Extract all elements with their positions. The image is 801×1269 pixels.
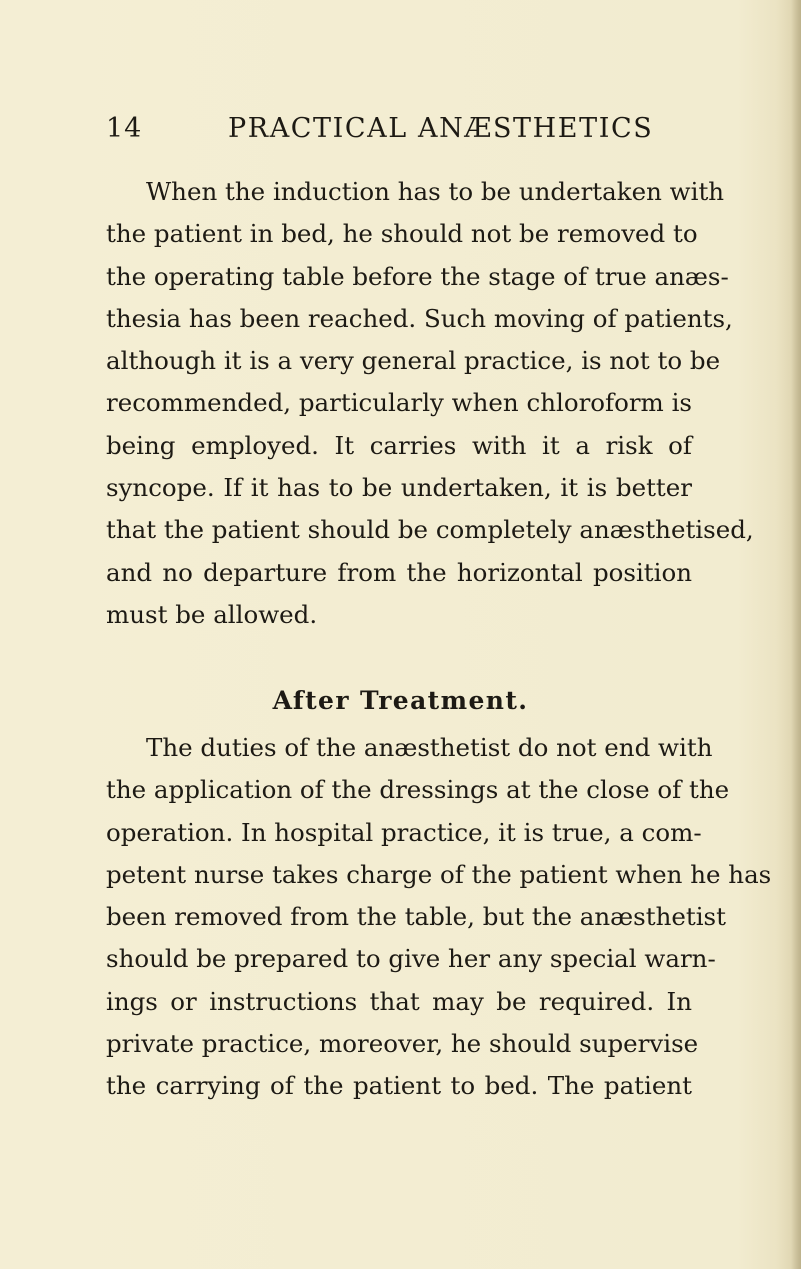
paragraph-line: the application of the dressings at the close of the [106,775,730,805]
paragraph-line: syncope. If it has to be undertaken, it is better [106,473,692,503]
paragraph-line: the operating table before the stage of true anæs- [106,261,729,291]
paragraph-line: the carrying of the patient to bed. The patient [106,1071,692,1101]
running-head [0,113,801,153]
paragraph-line: should be prepared to give her any special warn- [106,944,716,974]
page-edge-shadow [791,0,801,1269]
paragraph-line: thesia has been reached. Such moving of patients, [106,303,733,333]
paragraph-line: petent nurse takes charge of the patient when he has [106,859,772,889]
paragraph-line: and no departure from the horizontal position [106,557,692,587]
running-title: PRACTICAL ANÆSTHETICS [228,113,654,144]
paragraph-line: private practice, moreover, he should supervise [106,1029,699,1059]
paragraph-after-treatment [106,727,772,1108]
paragraph-line: operation. In hospital practice, it is true, a com- [106,817,702,847]
paragraph-induction [106,171,754,636]
paragraph-line: recommended, particularly when chloroform is [106,388,692,418]
paragraph-line: that the patient should be completely anæsthetised, [106,515,754,545]
paragraph-line: When the induction has to be undertaken with [146,177,725,206]
paragraph-line: the patient in bed, he should not be removed to [106,219,698,249]
paragraph-line: ings or instructions that may be required. In [106,986,692,1016]
paragraph-line: although it is a very general practice, is not to be [106,346,721,376]
paragraph-line: been removed from the table, but the anæsthetist [106,902,726,932]
section-heading: After Treatment. [272,686,529,715]
paragraph-line: The duties of the anæsthetist do not end with [146,733,713,762]
paragraph-line: being employed. It carries with it a risk of [106,430,692,460]
paragraph-line: must be allowed. [106,599,318,629]
page-number: 14 [106,113,143,144]
